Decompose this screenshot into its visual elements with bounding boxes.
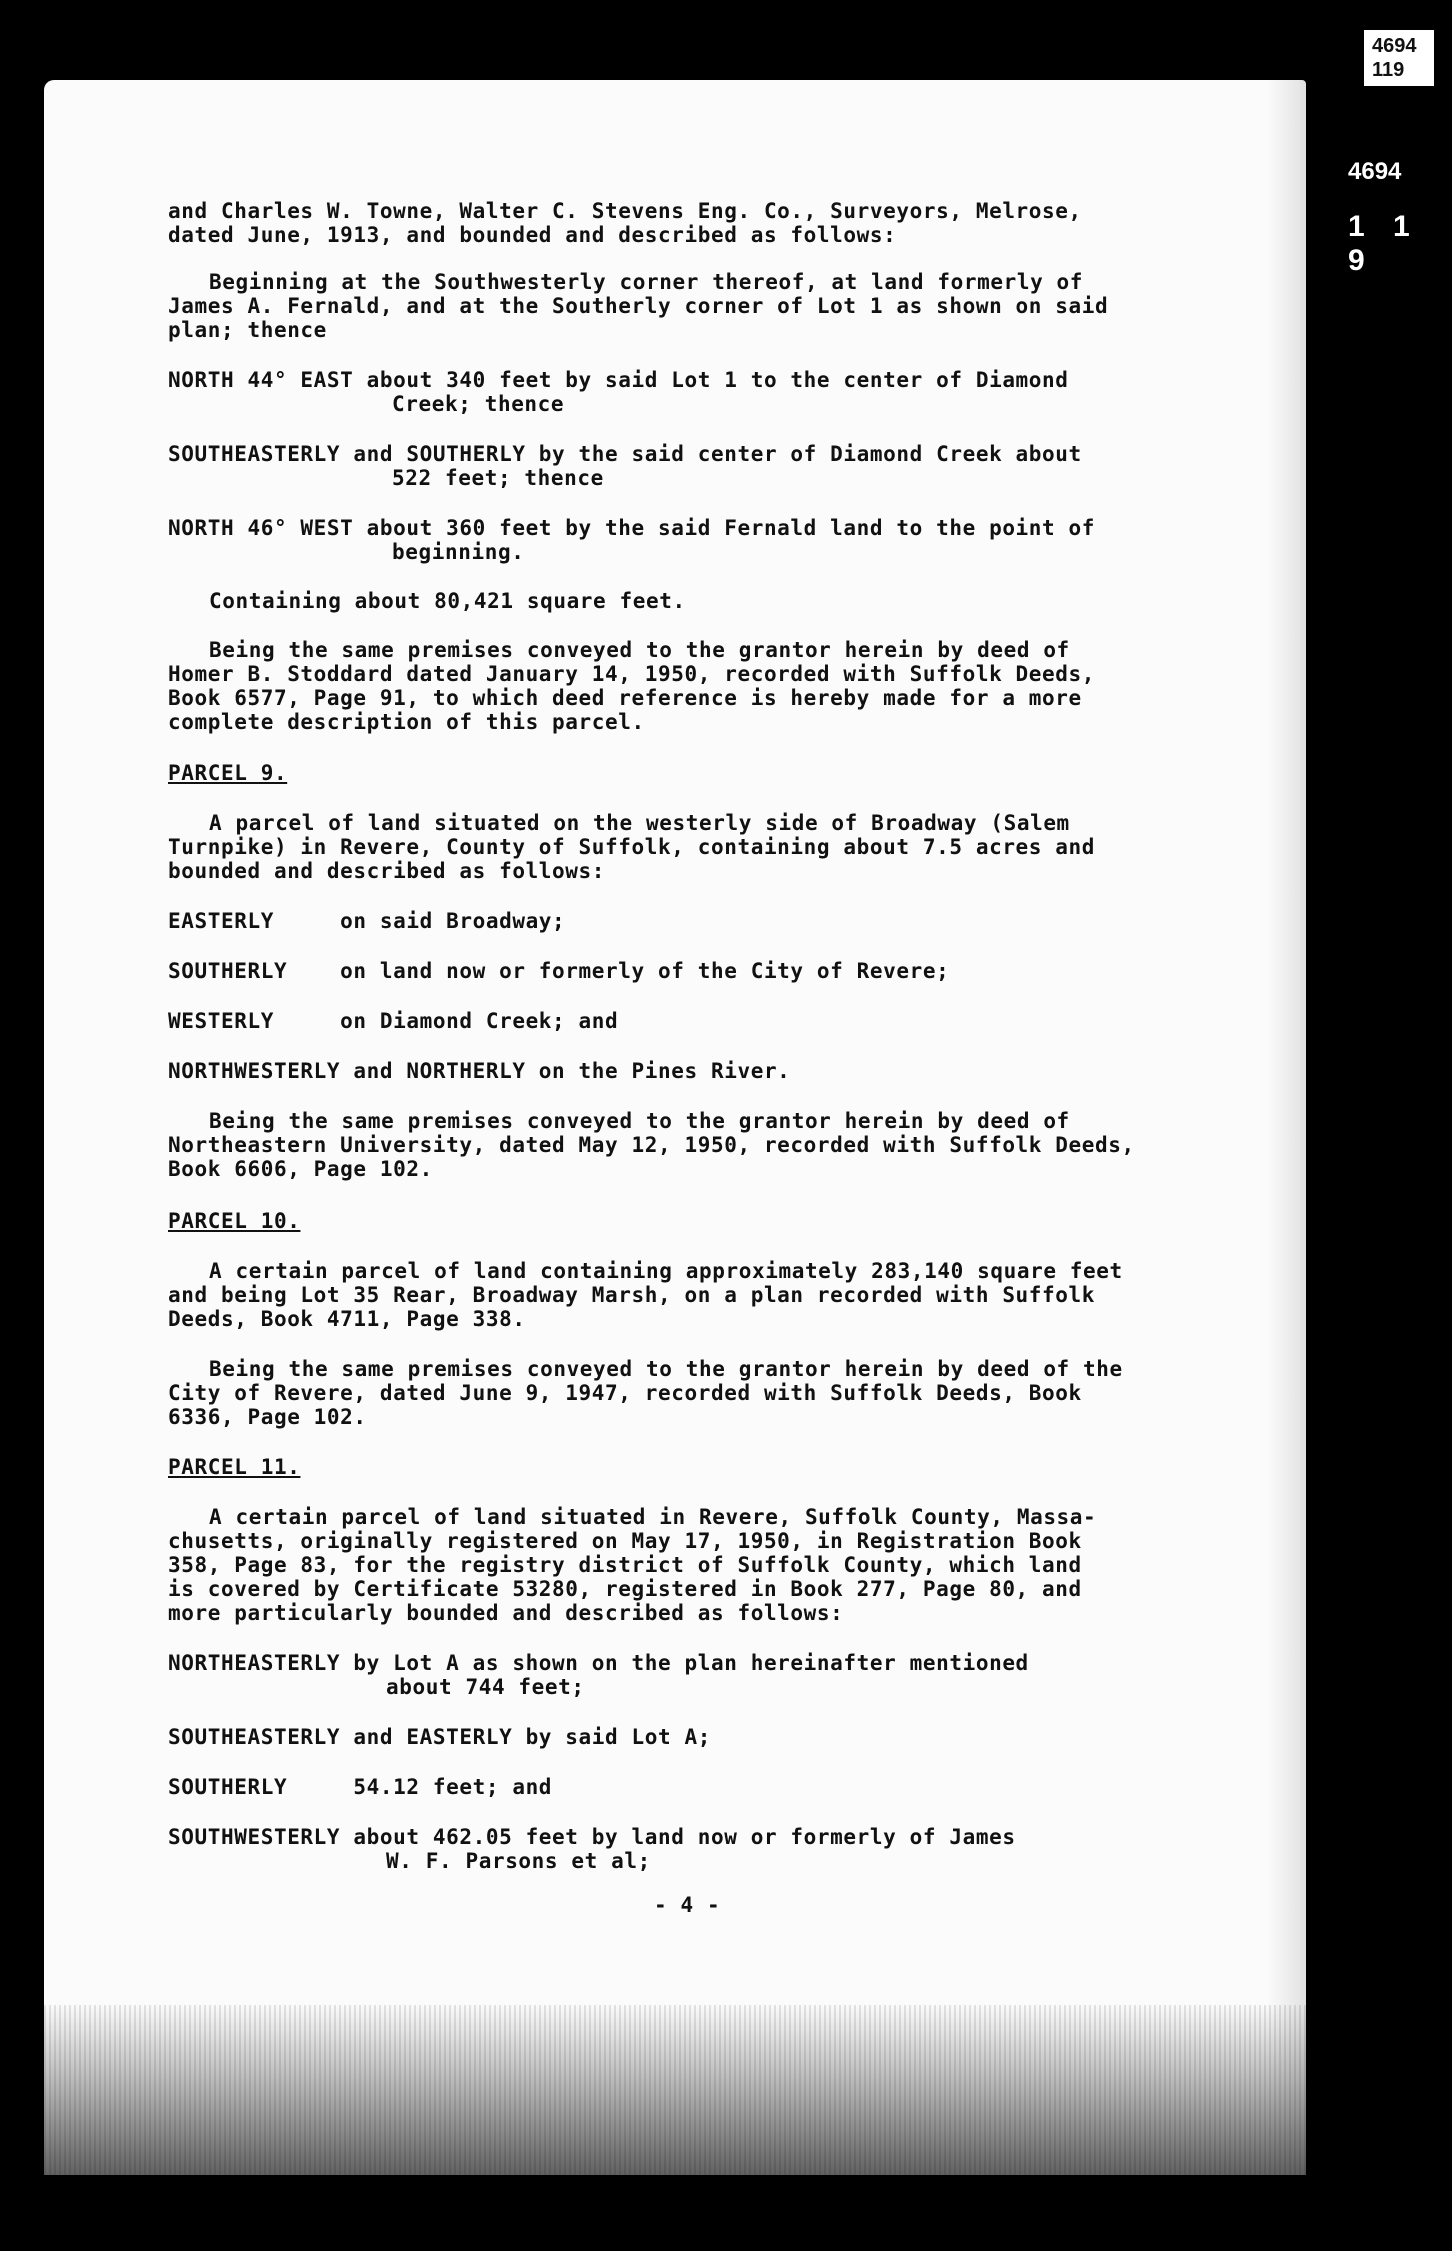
side-page-number: 1 1 9 [1348, 210, 1420, 277]
text-line: Northeastern University, dated May 12, 1950, recorded with Suffolk Deeds, [168, 1133, 1135, 1157]
text-line: NORTH 46° WEST about 360 feet by the said Fernald land to the point of [168, 516, 1096, 540]
text-line: City of Revere, dated June 9, 1947, recorded with Suffolk Deeds, Book [168, 1381, 1082, 1405]
text-line: plan; thence [168, 318, 327, 342]
text-line: Being the same premises conveyed to the grantor herein by deed of the [209, 1357, 1123, 1381]
page-number: - 4 - [654, 1893, 721, 1917]
text-line: Homer B. Stoddard dated January 14, 1950, recorded with Suffolk Deeds, [168, 662, 1096, 686]
text-line: NORTH 44° EAST about 340 feet by said Lot 1 to the center of Diamond [168, 368, 1069, 392]
text-line: Book 6606, Page 102. [168, 1157, 433, 1181]
text-line: A certain parcel of land containing approximately 283,140 square feet [209, 1259, 1123, 1283]
text-line: complete description of this parcel. [168, 710, 645, 734]
text-line: beginning. [392, 540, 525, 564]
text-line: Creek; thence [392, 392, 565, 416]
stamp-line-1: 4694 [1372, 35, 1417, 57]
text-line: Book 6577, Page 91, to which deed reference is hereby made for a more [168, 686, 1082, 710]
text-line: 358, Page 83, for the registry district of Suffolk County, which land [168, 1553, 1082, 1577]
section-heading-parcel-11: PARCEL 11. [168, 1455, 301, 1479]
text-line: SOUTHEASTERLY and SOUTHERLY by the said center of Diamond Creek about [168, 442, 1082, 466]
text-line: NORTHEASTERLY by Lot A as shown on the plan hereinafter mentioned [168, 1651, 1029, 1675]
text-line: SOUTHEASTERLY and EASTERLY by said Lot A; [168, 1725, 711, 1749]
side-book-number: 4694 [1348, 158, 1402, 185]
text-line: SOUTHWESTERLY about 462.05 feet by land now or formerly of James [168, 1825, 1016, 1849]
text-line: Being the same premises conveyed to the grantor herein by deed of [209, 1109, 1070, 1133]
text-line: is covered by Certificate 53280, registered in Book 277, Page 80, and [168, 1577, 1082, 1601]
text-line: more particularly bounded and described as follows: [168, 1601, 844, 1625]
text-line: SOUTHERLY 54.12 feet; and [168, 1775, 553, 1799]
text-line: and Charles W. Towne, Walter C. Stevens Eng. Co., Surveyors, Melrose, [168, 199, 1082, 223]
text-line: WESTERLY on Diamond Creek; and [168, 1009, 619, 1033]
scan-artifact-band [44, 2005, 1306, 2175]
section-heading-parcel-10: PARCEL 10. [168, 1209, 301, 1233]
text-line: Beginning at the Southwesterly corner thereof, at land formerly of [209, 270, 1084, 294]
text-line: 6336, Page 102. [168, 1405, 367, 1429]
text-line: bounded and described as follows: [168, 859, 606, 883]
text-line: Containing about 80,421 square feet. [209, 589, 686, 613]
text-line: A parcel of land situated on the westerly side of Broadway (Salem [209, 811, 1070, 835]
stamp-line-2: 119 [1372, 59, 1405, 81]
text-line: A certain parcel of land situated in Revere, Suffolk County, Massa- [209, 1505, 1097, 1529]
text-line: W. F. Parsons et al; [386, 1849, 651, 1873]
text-line: dated June, 1913, and bounded and described as follows: [168, 223, 897, 247]
page-number-stamp [1362, 28, 1436, 88]
text-line: NORTHWESTERLY and NORTHERLY on the Pines River. [168, 1059, 791, 1083]
text-line: chusetts, originally registered on May 17, 1950, in Registration Book [168, 1529, 1082, 1553]
section-heading-parcel-9: PARCEL 9. [168, 761, 288, 785]
page-edge-shadow [1266, 80, 1306, 2175]
text-line: and being Lot 35 Rear, Broadway Marsh, on a plan recorded with Suffolk [168, 1283, 1096, 1307]
text-line: 522 feet; thence [392, 466, 604, 490]
text-line: James A. Fernald, and at the Southerly corner of Lot 1 as shown on said [168, 294, 1109, 318]
text-line: Deeds, Book 4711, Page 338. [168, 1307, 526, 1331]
text-line: Turnpike) in Revere, County of Suffolk, containing about 7.5 acres and [168, 835, 1096, 859]
text-line: EASTERLY on said Broadway; [168, 909, 566, 933]
text-line: about 744 feet; [386, 1675, 585, 1699]
text-line: SOUTHERLY on land now or formerly of the City of Revere; [168, 959, 950, 983]
text-line: Being the same premises conveyed to the grantor herein by deed of [209, 638, 1070, 662]
document-page [44, 80, 1306, 2175]
